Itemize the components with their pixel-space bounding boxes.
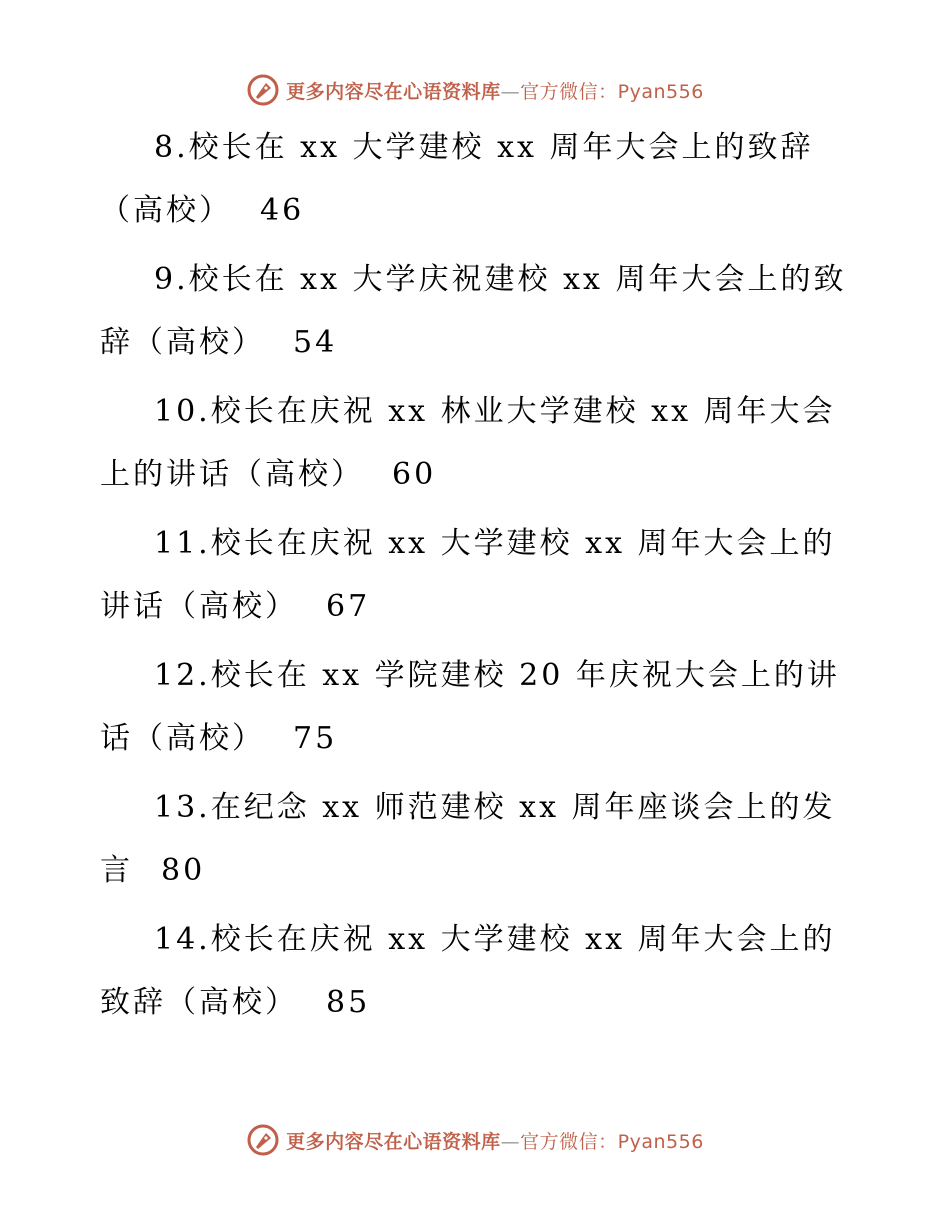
entry-page-number: 75 [293,721,338,756]
toc-entry [0,248,950,374]
entry-title: 9.校长在 xx 大学庆祝建校 xx 周年大会上的致辞（高校） [100,262,847,360]
entry-title: 14.校长在庆祝 xx 大学建校 xx 周年大会上的致辞（高校） [100,922,836,1020]
toc-entry [0,776,950,902]
watermark-contact: 官方微信：Pyan556 [520,1130,704,1153]
fountain-pen-nib-icon [246,1123,280,1157]
entry-page-number: 46 [260,193,305,228]
footer-watermark [0,1120,950,1160]
fountain-pen-nib-icon [246,73,280,107]
header-watermark [0,70,950,110]
table-of-contents [0,116,950,1040]
entry-title: 12.校长在 xx 学院建校 20 年庆祝大会上的讲话（高校） [100,658,840,756]
watermark-dash: — [500,1130,521,1153]
entry-page-number: 54 [293,325,338,360]
toc-entry [0,908,950,1034]
entry-title: 8.校长在 xx 大学建校 xx 周年大会上的致辞（高校） [100,130,814,228]
entry-page-number: 67 [326,589,371,624]
entry-page-number: 80 [161,853,206,888]
entry-title: 13.在纪念 xx 师范建校 xx 周年座谈会上的发言 [100,790,836,888]
entry-page-number: 85 [326,985,371,1020]
watermark-brand: 更多内容尽在心语资料库 [286,1130,501,1153]
watermark-brand: 更多内容尽在心语资料库 [286,80,501,103]
toc-entry [0,512,950,638]
toc-entry [0,116,950,242]
entry-title: 11.校长在庆祝 xx 大学建校 xx 周年大会上的讲话（高校） [100,526,836,624]
watermark-contact: 官方微信：Pyan556 [520,80,704,103]
watermark-dash: — [500,80,521,103]
entry-page-number: 60 [392,457,437,492]
watermark-text [286,77,704,104]
toc-entry [0,380,950,506]
entry-title: 10.校长在庆祝 xx 林业大学建校 xx 周年大会上的讲话（高校） [100,394,836,492]
toc-entry [0,644,950,770]
watermark-text [286,1127,704,1154]
